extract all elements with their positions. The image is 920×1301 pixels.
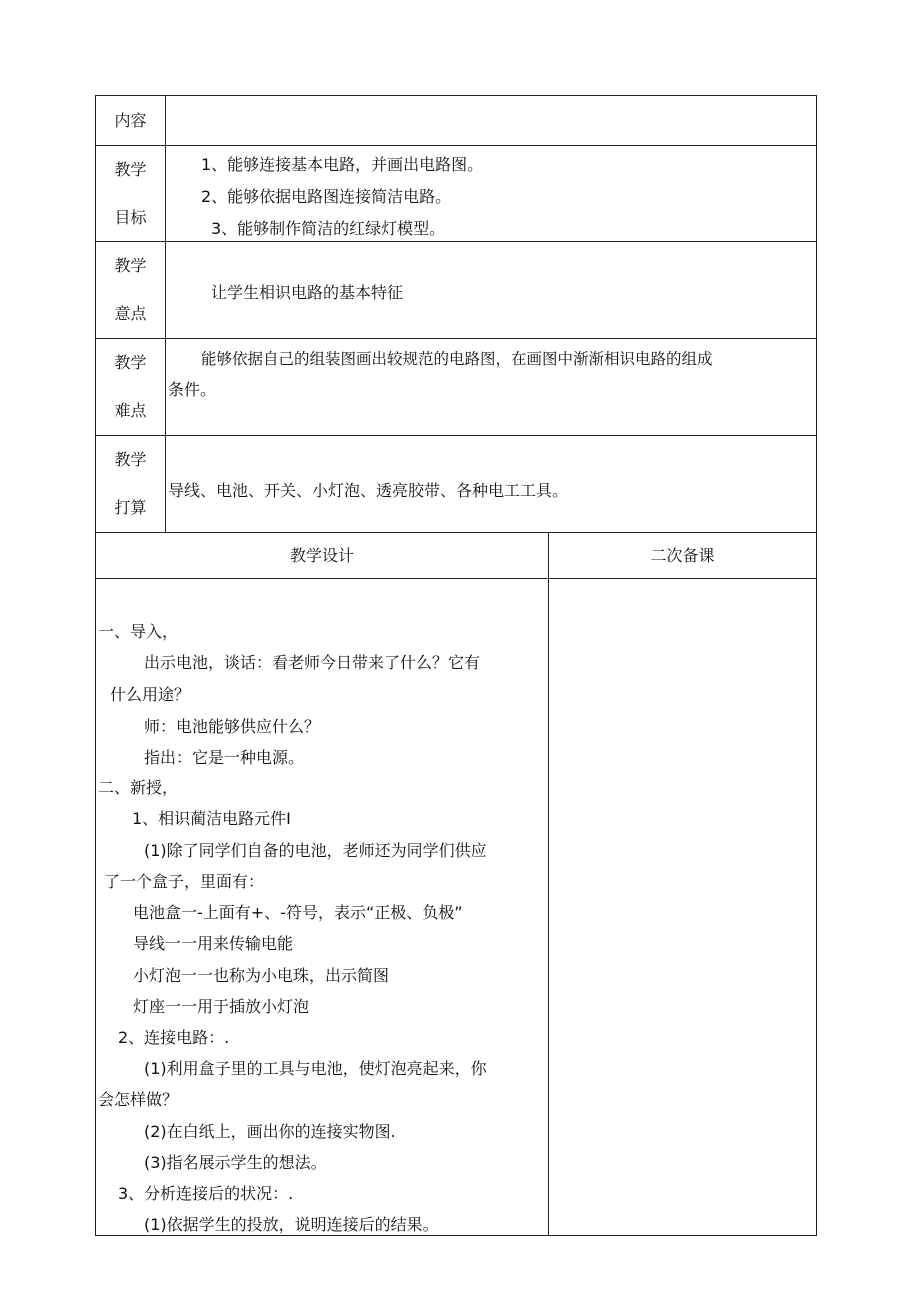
row-design-body — [95, 578, 817, 1236]
row-difficulties — [95, 338, 817, 436]
design-line: 2、连接电路：. — [118, 1028, 230, 1047]
label-content — [96, 96, 166, 146]
label-key-points-line2: 意点 — [114, 304, 147, 323]
label-preparation-line2: 打算 — [114, 498, 147, 517]
design-body — [96, 579, 549, 1235]
design-line: 1、相识蔺洁电路元件I — [132, 809, 291, 828]
objectives-cell — [166, 146, 816, 242]
objective-item: 3、能够制作简洁的红绿灯模型。 — [211, 219, 446, 238]
objective-item: 2、能够依据电路图连接简洁电路。 — [201, 187, 452, 206]
design-line: 3、分析连接后的状况：. — [118, 1184, 294, 1203]
label-difficulties-line1: 教学 — [114, 353, 147, 372]
row-key-points — [95, 241, 817, 339]
label-objectives-line1: 教学 — [114, 160, 147, 179]
difficulty-text: 条件。 — [168, 380, 217, 399]
row-design-header — [95, 532, 817, 579]
label-objectives-line2: 目标 — [114, 208, 147, 227]
design-line: 导线一一用来传输电能 — [133, 934, 294, 953]
design-line: 了一个盒子，里面有： — [104, 872, 265, 891]
content-cell — [166, 96, 816, 146]
design-line: (1)除了同学们自备的电池，老师还为同学们供应 — [144, 841, 487, 860]
label-preparation-line1: 教学 — [114, 450, 147, 469]
label-key-points — [96, 242, 166, 339]
design-line: (3)指名展示学生的想法。 — [144, 1153, 327, 1172]
design-line: 灯座一一用于插放小灯泡 — [133, 997, 310, 1016]
row-content — [95, 95, 817, 146]
design-line: 小灯泡一一也称为小电珠，出示简图 — [133, 966, 390, 985]
label-content-text: 内容 — [114, 111, 147, 130]
row-objectives — [95, 145, 817, 242]
label-key-points-line1: 教学 — [114, 256, 147, 275]
preparation-text: 导线、电池、开关、小灯泡、透亮胶带、各种电工工具。 — [168, 481, 569, 500]
design-header: 教学设计 — [96, 533, 549, 579]
objective-item: 1、能够连接基本电路，并画出电路图。 — [201, 155, 484, 174]
design-line: 师：电池能够供应什么？ — [144, 717, 321, 736]
label-difficulties-line2: 难点 — [114, 401, 147, 420]
design-line: 一、导入， — [98, 622, 179, 641]
design-line: 会怎样做？ — [98, 1090, 179, 1109]
difficulty-text: 能够依据自己的组装图画出较规范的电路图，在画图中渐渐相识电路的组成 — [201, 350, 713, 368]
second-prep-header: 二次备课 — [650, 546, 715, 565]
lesson-plan-table — [95, 95, 817, 1236]
design-line: (1)利用盒子里的工具与电池，使灯泡亮起来，你 — [144, 1059, 487, 1078]
difficulties-cell — [166, 339, 816, 436]
design-line: 什么用途？ — [110, 685, 191, 704]
row-preparation — [95, 435, 817, 533]
design-line: 出示电池，谈话：看老师今日带来了什么？它有 — [144, 653, 481, 672]
label-objectives — [96, 146, 166, 242]
design-line: 指出：它是一种电源。 — [144, 748, 305, 767]
preparation-cell — [166, 436, 816, 533]
design-line: (2)在白纸上，画出你的连接实物图. — [144, 1122, 396, 1141]
design-line: (1)依据学生的投放，说明连接后的结果。 — [144, 1215, 439, 1234]
key-points-cell — [166, 242, 816, 339]
label-preparation — [96, 436, 166, 533]
design-line: 二、新授， — [98, 778, 179, 797]
label-difficulties — [96, 339, 166, 436]
key-point-text: 让学生相识电路的基本特征 — [211, 283, 404, 302]
design-line: 电池盒一-上面有+、-符号，表示“正极、负极” — [133, 903, 463, 922]
